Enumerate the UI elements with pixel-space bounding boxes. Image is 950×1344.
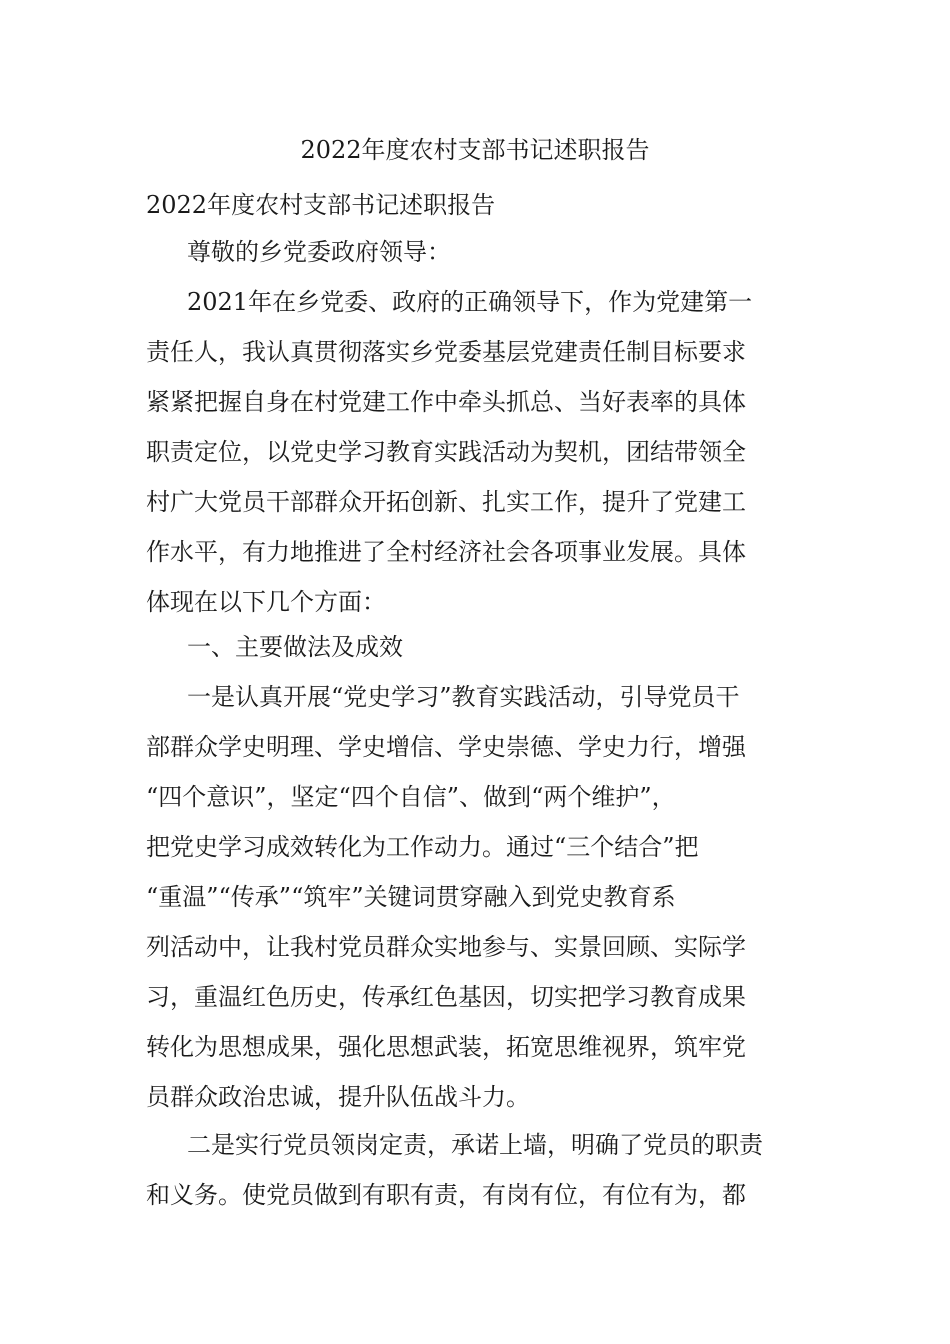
paragraph-point-one [146, 672, 808, 1122]
section-heading [146, 622, 808, 672]
paragraph-line: 把党史学习成效转化为工作动力。通过“三个结合”把 [146, 833, 699, 861]
paragraph-line: 一是认真开展“党史学习”教育实践活动，引导党员干 [187, 683, 740, 711]
paragraph-line: 体现在以下几个方面： [146, 588, 386, 616]
document-subtitle [146, 180, 808, 230]
paragraph-line: 紧紧把握自身在村党建工作中牵头抓总、当好表率的具体 [146, 388, 746, 416]
paragraph-line: 和义务。使党员做到有职有责，有岗有位，有位有为，都 [146, 1181, 746, 1209]
paragraph-line: “重温”“传承”“筑牢”关键词贯穿融入到党史教育系 [146, 883, 676, 911]
paragraph-line: 二是实行党员领岗定责，承诺上墙，明确了党员的职责 [187, 1131, 763, 1159]
paragraph-line: 部群众学史明理、学史增信、学史崇德、学史力行，增强 [146, 733, 746, 761]
section-heading-line: 一、主要做法及成效 [187, 633, 403, 661]
paragraph-line: 责任人，我认真贯彻落实乡党委基层党建责任制目标要求 [146, 338, 746, 366]
paragraph-line: 转化为思想成果，强化思想武装，拓宽思维视界，筑牢党 [146, 1033, 746, 1061]
paragraph-line: 职责定位，以党史学习教育实践活动为契机，团结带领全 [146, 438, 746, 466]
paragraph-line: 2021年在乡党委、政府的正确领导下，作为党建第一 [187, 288, 753, 316]
salutation-line: 尊敬的乡党委政府领导： [187, 238, 451, 266]
paragraph-line: 习，重温红色历史，传承红色基因，切实把学习教育成果 [146, 983, 746, 1011]
paragraph-line: 村广大党员干部群众开拓创新、扎实工作，提升了党建工 [146, 488, 746, 516]
paragraph-point-two [146, 1120, 808, 1220]
subtitle-line: 2022年度农村支部书记述职报告 [146, 191, 496, 219]
paragraph-line: 列活动中，让我村党员群众实地参与、实景回顾、实际学 [146, 933, 746, 961]
paragraph-line: 员群众政治忠诚，提升队伍战斗力。 [146, 1083, 530, 1111]
salutation [146, 227, 808, 277]
paragraph-line: “四个意识”，坚定“四个自信”、做到“两个维护”， [146, 783, 676, 811]
paragraph-line: 作水平，有力地推进了全村经济社会各项事业发展。具体 [146, 538, 746, 566]
paragraph-intro [146, 277, 808, 627]
document-title: 2022年度农村支部书记述职报告 [300, 136, 650, 164]
